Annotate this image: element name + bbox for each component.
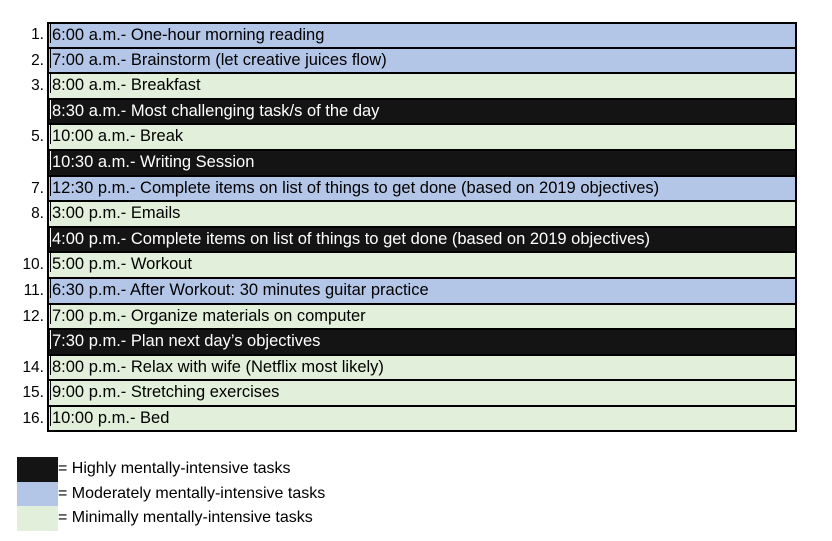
task-cell xyxy=(47,73,797,99)
task-cell xyxy=(47,201,797,227)
schedule-row xyxy=(0,278,832,304)
text-cursor-bar xyxy=(50,49,51,68)
row-number: 8. xyxy=(31,205,44,223)
task-text: 8:30 a.m.- Most challenging task/s of the day xyxy=(52,101,380,120)
schedule-row xyxy=(0,227,832,253)
task-text: 4:00 p.m.- Complete items on list of things to get done (based on 2019 objectives) xyxy=(52,229,651,248)
row-number: 12. xyxy=(22,307,44,325)
task-cell xyxy=(47,48,797,74)
row-number: 11. xyxy=(23,281,44,299)
text-cursor-bar xyxy=(50,202,51,221)
task-text: 7:00 p.m.- Organize materials on computer xyxy=(52,306,366,325)
task-cell xyxy=(47,380,797,406)
row-number xyxy=(0,329,46,355)
legend-swatch xyxy=(17,457,58,482)
task-cell xyxy=(47,124,797,150)
task-text: 9:00 p.m.- Stretching exercises xyxy=(52,383,280,402)
row-number: 2. xyxy=(31,51,44,69)
legend-label: = Highly mentally-intensive tasks xyxy=(58,460,291,477)
schedule-row xyxy=(0,355,832,381)
task-text: 7:00 a.m.- Brainstorm (let creative juices flow) xyxy=(52,50,387,69)
text-cursor-bar xyxy=(50,381,51,400)
task-text: 7:30 p.m.- Plan next day’s objectives xyxy=(52,332,321,351)
legend-swatch xyxy=(17,506,58,531)
schedule-row xyxy=(0,176,832,202)
task-cell xyxy=(47,304,797,330)
task-cell xyxy=(47,22,797,48)
task-cell xyxy=(47,99,797,125)
task-cell xyxy=(47,227,797,253)
schedule-row xyxy=(0,329,832,355)
text-cursor-bar xyxy=(50,253,51,272)
text-cursor-bar xyxy=(50,305,51,324)
task-text: 10:00 p.m.- Bed xyxy=(52,408,170,427)
schedule-row xyxy=(0,380,832,406)
text-cursor-bar xyxy=(50,228,51,247)
row-number: 3. xyxy=(31,77,44,95)
row-number xyxy=(0,99,46,125)
text-cursor-bar xyxy=(50,407,51,426)
schedule-row xyxy=(0,150,832,176)
schedule-row xyxy=(0,99,832,125)
task-text: 12:30 p.m.- Complete items on list of things to get done (based on 2019 objectives) xyxy=(52,178,660,197)
row-number xyxy=(0,227,46,253)
task-text: 8:00 a.m.- Breakfast xyxy=(52,76,201,95)
task-text: 10:00 a.m.- Break xyxy=(52,127,184,146)
row-number: 16. xyxy=(22,409,44,427)
task-text: 8:00 p.m.- Relax with wife (Netflix most likely) xyxy=(52,357,384,376)
task-text: 6:30 p.m.- After Workout: 30 minutes guitar practice xyxy=(52,280,429,299)
row-number: 7. xyxy=(31,179,44,197)
task-cell xyxy=(47,406,797,432)
schedule-row xyxy=(0,304,832,330)
legend-label: = Minimally mentally-intensive tasks xyxy=(58,509,313,526)
text-cursor-bar xyxy=(50,151,51,170)
text-cursor-bar xyxy=(50,100,51,119)
text-cursor-bar xyxy=(50,177,51,196)
text-cursor-bar xyxy=(50,356,51,375)
task-text: 3:00 p.m.- Emails xyxy=(52,204,181,223)
legend-swatch xyxy=(17,482,58,507)
row-number: 15. xyxy=(22,384,44,402)
task-cell xyxy=(47,355,797,381)
schedule-row xyxy=(0,22,832,48)
schedule-row xyxy=(0,124,832,150)
text-cursor-bar xyxy=(50,74,51,93)
schedule-row xyxy=(0,252,832,278)
task-cell xyxy=(47,150,797,176)
task-text: 5:00 p.m.- Workout xyxy=(52,255,193,274)
text-cursor-bar xyxy=(50,24,51,43)
legend-label: = Moderately mentally-intensive tasks xyxy=(58,484,326,502)
row-number: 14. xyxy=(22,358,44,376)
schedule-row xyxy=(0,406,832,432)
schedule-table xyxy=(0,22,832,432)
task-text: 6:00 a.m.- One-hour morning reading xyxy=(52,26,325,44)
text-cursor-bar xyxy=(50,125,51,144)
row-number: 5. xyxy=(31,128,44,146)
row-number xyxy=(0,150,46,176)
task-cell xyxy=(47,252,797,278)
task-cell xyxy=(47,176,797,202)
text-cursor-bar xyxy=(50,279,51,298)
schedule-row xyxy=(0,48,832,74)
task-cell xyxy=(47,278,797,304)
row-number: 10. xyxy=(22,256,44,274)
text-cursor-bar xyxy=(50,330,51,349)
schedule-row xyxy=(0,201,832,227)
task-cell xyxy=(47,329,797,355)
task-text: 10:30 a.m.- Writing Session xyxy=(52,152,255,171)
schedule-row xyxy=(0,73,832,99)
row-number: 1. xyxy=(31,26,44,43)
